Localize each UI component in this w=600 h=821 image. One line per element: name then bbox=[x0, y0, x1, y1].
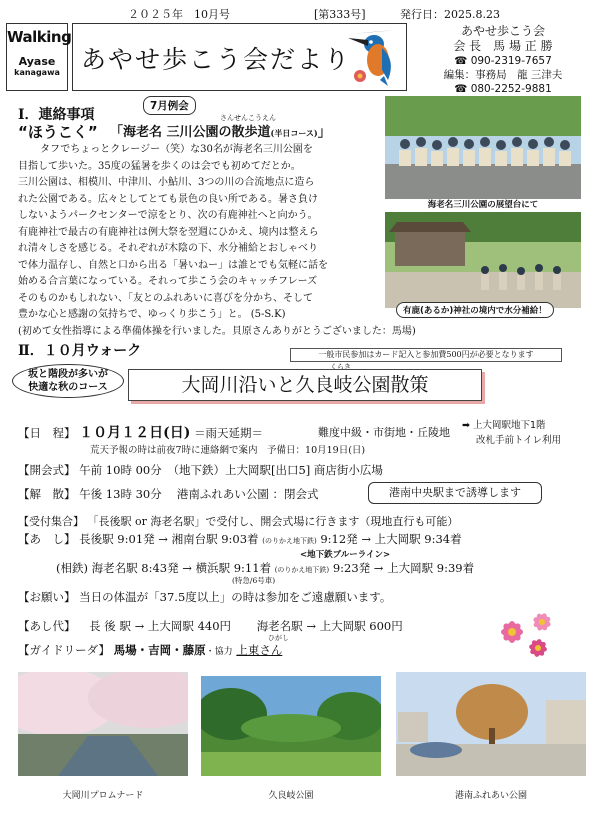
report-line: 豊かな心と感謝の気持ちで、ゆっくり歩こう」と。 (5-S.K) bbox=[18, 309, 286, 320]
konan-park-photo bbox=[396, 672, 586, 776]
bottom-photo-2 bbox=[201, 676, 381, 776]
arrow-right-icon: ➡ bbox=[462, 420, 470, 431]
report-line: 三川公園は、相模川、中津川、小鮎川、3つの川の合流地点に造ら bbox=[18, 177, 315, 188]
route-2-note: (のりかえ地下鉄) bbox=[274, 566, 330, 574]
report-line: で体力温存し、自然と口から出る「暑いねー」は誰とでも気軽に話を bbox=[18, 259, 328, 271]
course-title: 大岡川沿いと久良岐公園散策 bbox=[128, 369, 482, 401]
report-label: “ほうこく” bbox=[18, 123, 98, 141]
date-label: 【日 程】 bbox=[18, 426, 76, 440]
year-month: ２０２５年 10月号 bbox=[128, 8, 230, 21]
report-body bbox=[18, 142, 416, 340]
reception-label: 【受付集合】 bbox=[18, 515, 84, 528]
guide-row bbox=[18, 642, 282, 658]
toilet-note-1: 上大岡駅地下1階 bbox=[473, 420, 546, 431]
kingfisher-icon bbox=[344, 26, 402, 88]
guide-helper: 上東さん bbox=[236, 643, 283, 657]
phone-1: 090-2319-7657 bbox=[470, 55, 552, 67]
ooka-river-photo bbox=[18, 672, 188, 776]
report-line: タフでちょっとクレージー（笑）な30名が海老名三川公園を bbox=[40, 144, 313, 155]
closing-row bbox=[18, 486, 319, 502]
fare-2: 海老名駅 → 上大岡駅 600円 bbox=[256, 619, 403, 633]
subway-line-label: <地下鉄ブルーライン> bbox=[300, 550, 391, 560]
group-photo bbox=[385, 96, 581, 199]
newsletter-title-box bbox=[72, 23, 407, 91]
issue-number: [第333号] bbox=[314, 8, 366, 21]
org-name: あやせ歩こう会 bbox=[460, 24, 545, 38]
report-line: 有鹿神社で最古の有鹿神社は例大祭を翌週にひかえ、境内は整えら bbox=[18, 226, 319, 238]
group-photo-caption: 海老名三川公園の展望台にて bbox=[427, 200, 539, 210]
closing-label: 【解 散】 bbox=[18, 487, 76, 501]
bottom-photo-1-caption: 大岡川プロムナード bbox=[62, 791, 144, 801]
newsletter-title: あやせ歩こう会だより bbox=[81, 45, 352, 74]
opening-row bbox=[18, 462, 383, 478]
bottom-photo-3 bbox=[396, 672, 586, 776]
guide-label: 【ガイドリーダ】 bbox=[18, 643, 110, 657]
bottom-photo-1 bbox=[18, 672, 188, 776]
cosmos-flower-icon bbox=[494, 604, 564, 664]
walking-logo bbox=[6, 23, 72, 91]
route-1: 長後駅 9:01発 → 湘南台駅 9:03着 bbox=[79, 532, 259, 546]
course-note-1: 坂と階段が多いが bbox=[28, 369, 108, 380]
phone-icon: ☎ bbox=[454, 83, 468, 95]
date-note: 荒天予報の時は前夜7時に連絡網で案内 予備日：10月19日(日) bbox=[90, 445, 366, 456]
logo-kanagawa-text: kanagawa bbox=[14, 68, 60, 77]
publisher-info bbox=[410, 23, 596, 95]
route-2b: 9:23発 → 上大岡駅 9:39着 bbox=[332, 561, 475, 575]
course-note-bubble bbox=[12, 364, 124, 398]
logo-walking-text: Walking bbox=[7, 28, 72, 46]
masthead-line bbox=[0, 6, 600, 22]
guide-ruby: ひがし bbox=[268, 634, 289, 642]
report-line: (初めて女性指導による準備体操を行いました。貝原さんありがとうございました：馬場) bbox=[18, 325, 416, 337]
report-line: そのものかもしれない、「友とのふれあいに喜びを分かち、そして bbox=[18, 292, 313, 304]
july-event-badge: 7月例会 bbox=[143, 96, 196, 115]
report-line: 始める合言葉になっている。それって歩こう会のキャッチフレーズ bbox=[18, 276, 318, 287]
bottom-photo-3-caption: 港南ふれあい公園 bbox=[454, 791, 527, 801]
route-2: 海老名駅 8:43発 → 横浜駅 9:11着 bbox=[91, 561, 272, 575]
chairman: 会 長 馬 場 正 勝 bbox=[453, 39, 553, 53]
logo-ayase-text: Ayase bbox=[18, 55, 56, 68]
express-note: (特急/6号車) bbox=[232, 576, 276, 585]
report-line: れ清々しさを感じる。それぞれが木陰の下、水分補給とおしゃべり bbox=[18, 243, 318, 254]
group-photo-image bbox=[385, 96, 581, 199]
request-label: 【お願い】 bbox=[18, 590, 76, 604]
phone-icon: ☎ bbox=[454, 55, 468, 67]
route-1-note: (のりかえ地下鉄) bbox=[262, 537, 317, 545]
section1-heading: Ⅰ．連絡事項 bbox=[18, 107, 95, 123]
request-row bbox=[18, 589, 391, 605]
opening-label: 【開会式】 bbox=[18, 463, 76, 477]
title-ruby: さんせんこうえん bbox=[220, 114, 276, 122]
date-row bbox=[18, 422, 263, 442]
editor: 編集：事務局 龍 三津夫 bbox=[443, 69, 563, 81]
shrine-photo bbox=[385, 212, 581, 308]
rain-policy: ＝雨天延期＝ bbox=[194, 426, 264, 440]
participation-notice: 一般市民参加はカード記入と参加費500円が必要となります bbox=[290, 348, 562, 362]
route-2-prefix: (相鉄) bbox=[56, 561, 88, 575]
guidance-badge: 港南中央駅まで誘導します bbox=[368, 482, 542, 504]
kuraki-park-photo bbox=[201, 676, 381, 776]
opening-value: 午前 10時 00分 （地下鉄）上大岡駅[出口5] 商店街小広場 bbox=[79, 463, 383, 477]
shrine-photo-image bbox=[385, 212, 581, 308]
course-ruby: くらき bbox=[330, 363, 351, 371]
request-value: 当日の体温が「37.5度以上」の時は参加をご遠慮願います。 bbox=[79, 590, 392, 604]
route-1b: 9:12発 → 上大岡駅 9:34着 bbox=[320, 532, 462, 546]
guide-leaders: 馬場・吉岡・藤原 bbox=[113, 643, 206, 657]
report-line: しないようパークセンターで涼をとり、次の有鹿神社へと向かう。 bbox=[18, 210, 318, 221]
reception-row bbox=[18, 513, 458, 529]
route-row-2 bbox=[56, 560, 474, 576]
publish-date: 発行日：2025.8.23 bbox=[400, 8, 500, 21]
route-row-1 bbox=[18, 531, 462, 547]
report-title: 「海老名 三川公園の散歩道(半日コース)」 bbox=[110, 125, 331, 140]
toilet-note-2: 改札手前トイレ利用 bbox=[476, 435, 562, 446]
section2-heading: Ⅱ．１０月ウォーク bbox=[18, 343, 142, 359]
difficulty: 難度中級・市街地・丘陵地 bbox=[318, 426, 450, 439]
fare-label: 【あし代】 bbox=[18, 619, 76, 633]
report-line: 目指して歩いた。35度の猛暑を歩くのは会でも初めてだとか。 bbox=[18, 160, 301, 172]
closing-value: 午後 13時 30分 港南ふれあい公園 ：閉会式 bbox=[79, 487, 319, 501]
bottom-photo-2-caption: 久良岐公園 bbox=[268, 791, 314, 801]
route-label: 【あ し】 bbox=[18, 532, 76, 546]
phone-2: 080-2252-9881 bbox=[470, 83, 552, 95]
guide-assist: ・協力 bbox=[205, 647, 233, 657]
report-line: れた公園である。広々としてとても景色の良い所である。暑さ負け bbox=[18, 193, 318, 205]
toilet-note bbox=[462, 418, 594, 450]
fare-row bbox=[18, 618, 403, 634]
event-date: １０月１２日(日) bbox=[79, 425, 191, 441]
shrine-photo-caption: 有鹿(あるか)神社の境内で水分補給！ bbox=[396, 302, 554, 318]
reception-value: 「長後駅 or 海老名駅」で受付し、開会式場に行きます（現地直行も可能） bbox=[87, 515, 459, 528]
fare-1: 長 後 駅 → 上大岡駅 440円 bbox=[89, 619, 232, 633]
course-note-2: 快適な秋のコース bbox=[28, 382, 108, 393]
